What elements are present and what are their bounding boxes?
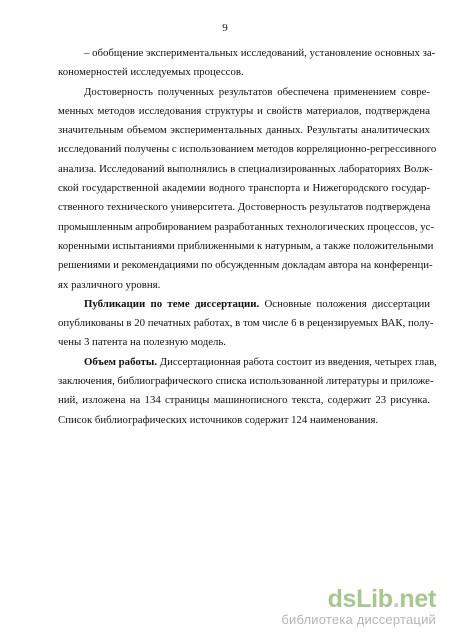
text-line: исследований получены с использованием методов корреляционно-регрессивного [58,143,437,156]
section-heading-publications: Публикации по теме диссертации. [84,297,260,310]
text-line: коренными испытаниями приближенными к натурным, а также положительными [58,239,434,252]
watermark-logo-dot: . [392,585,400,613]
paragraph-volume [58,353,437,430]
text-line: анализа. Исследований выполнялись в специализированных лабораториях Волж- [58,162,433,175]
paragraph-publications [58,295,434,353]
section-heading-volume: Объем работы. [84,355,158,368]
text-line: опубликованы в 20 печатных работах, в том числе 6 в рецензируемых ВАК, полу- [58,317,434,330]
text-line: кономерностей исследуемых процессов. [58,66,244,79]
text-line: Список библиографических источников содержит 124 наименования. [58,413,379,426]
text-line: менных методов исследования структуры и свойств материалов, подтверждена [58,104,430,117]
watermark-logo [281,586,436,612]
paragraph-reliability [58,83,437,295]
watermark-logo-tld: net [399,585,436,613]
text-line: ний, изложена на 134 страницы машинописного текста, содержит 23 рисунка. [58,394,430,407]
text-line: – обобщение экспериментальных исследований, установление основных за- [84,47,436,59]
text-line: заключения, библиографического списка использованной литературы и приложе- [58,375,434,388]
document-body [58,44,437,430]
text-line: ственного технического университета. Достоверность результатов подтверждена [58,201,431,214]
watermark-subtitle: библиотека диссертаций [281,612,436,627]
text-line: решениями и рекомендациями по обсужденным докладам автора на конференци- [58,259,433,272]
page-number: 9 [222,22,228,34]
text-line [58,353,437,372]
text-line: Достоверность полученных результатов обеспечена применением совре- [84,85,430,98]
text-line: ях различного уровня. [58,278,161,291]
text-line: значительным объемом экспериментальных данных. Результаты аналитических [58,124,430,137]
text-line [58,295,430,314]
text-line: чены 3 патента на полезную модель. [58,336,227,349]
paragraph-list-item [58,44,436,83]
text-line: промышленным апробированием разработанных технологических процессов, ус- [58,220,435,233]
text-run: Основные положения диссертации [259,297,430,310]
watermark [281,586,436,627]
watermark-logo-main: dsLib [327,585,393,613]
text-line: ской государственной академии водного транспорта и Нижегородского государ- [58,182,430,195]
text-run: Диссертационная работа состоит из введения, четырех глав, [157,355,437,368]
